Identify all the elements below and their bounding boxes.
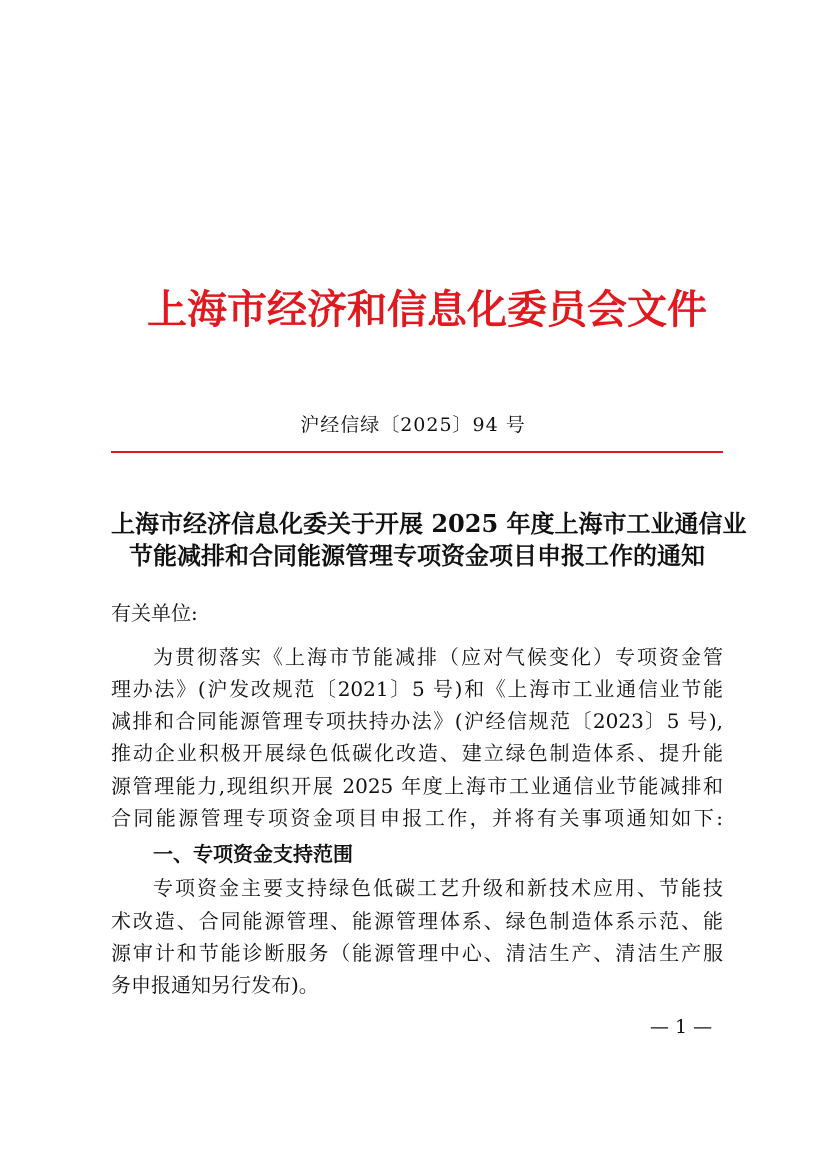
page-number: — 1 — [650,1016,713,1038]
issuing-authority-header: 上海市经济和信息化委员会文件 [147,286,707,333]
paragraph-1-line: 为贯彻落实《上海市节能减排（应对气候变化）专项资金管 [153,645,723,669]
red-divider-line [111,451,723,453]
paragraph-2-line: 源审计和节能诊断服务（能源管理中心、清洁生产、清洁生产服 [111,941,723,965]
paragraph-1-line: 理办法》(沪发改规范〔2021〕5 号)和《上海市工业通信业节能 [111,677,723,701]
document-number: 沪经信绿〔2025〕94 号 [300,414,526,436]
paragraph-2-line: 专项资金主要支持绿色低碳工艺升级和新技术应用、节能技 [153,876,723,900]
paragraph-1-line: 合同能源管理专项资金项目申报工作，并将有关事项通知如下: [111,806,723,830]
document-title-line-1: 上海市经济信息化委关于开展 2025 年度上海市工业通信业 [111,509,747,538]
paragraph-1-line: 源管理能力,现组织开展 2025 年度上海市工业通信业节能减排和 [111,774,723,798]
paragraph-1-line: 推动企业积极开展绿色低碳化改造、建立绿色制造体系、提升能 [111,741,723,765]
document-title-line-2: 节能减排和合同能源管理专项资金项目申报工作的通知 [129,541,705,570]
paragraph-2-line: 务申报通知另行发布)。 [111,973,319,997]
paragraph-1-line: 减排和合同能源管理专项扶持办法》(沪经信规范〔2023〕5 号), [111,709,723,733]
salutation: 有关单位: [111,601,198,625]
section-1-heading: 一、专项资金支持范围 [153,842,353,866]
paragraph-2-line: 术改造、合同能源管理、能源管理体系、绿色制造体系示范、能 [111,909,723,933]
